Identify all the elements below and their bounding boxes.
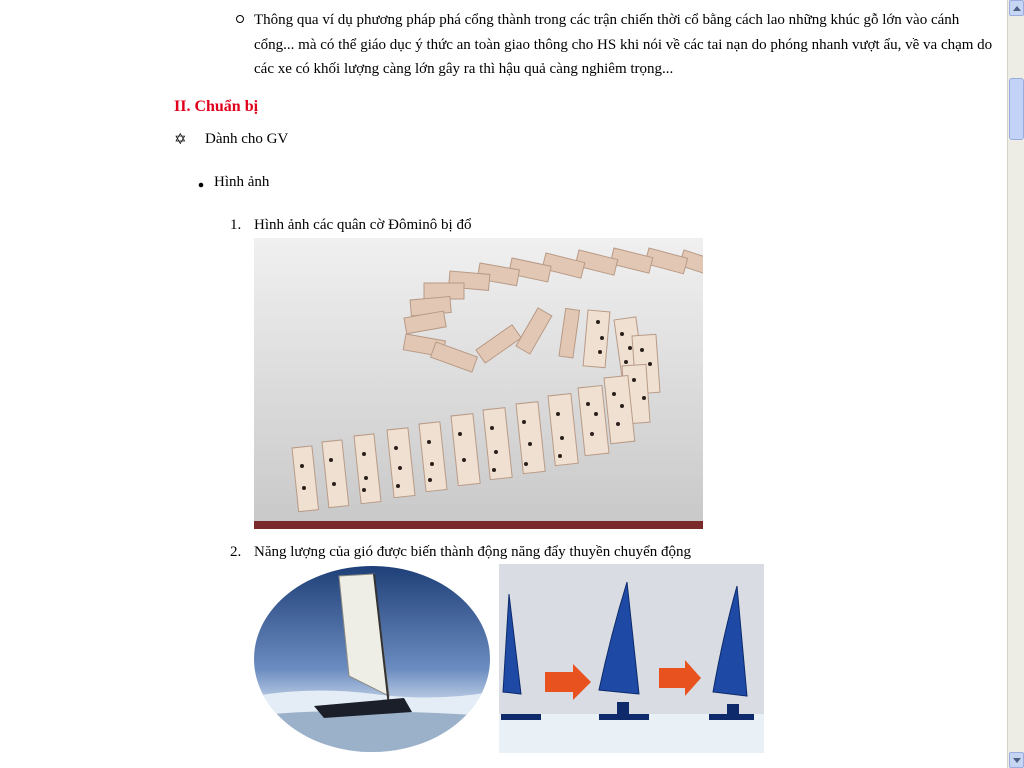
dominoes-photo [254, 238, 703, 529]
arrow-down-icon [1013, 758, 1021, 763]
teacher-item: Dành cho GV [205, 131, 289, 147]
iceboat-diagram [499, 564, 764, 753]
images-bullet-item: Hình ảnh [214, 174, 270, 190]
list-number-2: 2. [230, 544, 242, 560]
star-of-david-icon: ✡ [174, 132, 187, 148]
caption-wind-energy: Năng lượng của gió được biến thành động năng đẩy thuyền chuyển động [254, 544, 692, 560]
circle-bullet-icon [234, 12, 246, 24]
intro-paragraph: Thông qua ví dụ phương pháp phá cổng thành trong các trận chiến thời cổ bằng cách lao những khúc gỗ lớn vào cánh cổng... mà có thể giáo dục ý thức an toàn giao thông cho HS khi nói về các tai nạn do phóng nhanh vượt ẩu, về va chạm do các xe có khối lượng càng lớn gây ra thì hậu quả càng nghiêm trọng... [254, 12, 993, 77]
list-number-1: 1. [230, 217, 242, 233]
section-heading: II. Chuẩn bị [174, 98, 259, 115]
caption-dominoes: Hình ảnh các quân cờ Đôminô bị đổ [254, 217, 472, 233]
scrollbar-thumb[interactable] [1009, 78, 1024, 140]
iceboat-photo [254, 566, 491, 753]
vertical-scrollbar[interactable] [1007, 0, 1024, 768]
bullet-dot-icon [197, 175, 205, 196]
scroll-up-button[interactable] [1009, 0, 1024, 16]
arrow-up-icon [1013, 6, 1021, 11]
scroll-down-button[interactable] [1009, 752, 1024, 768]
